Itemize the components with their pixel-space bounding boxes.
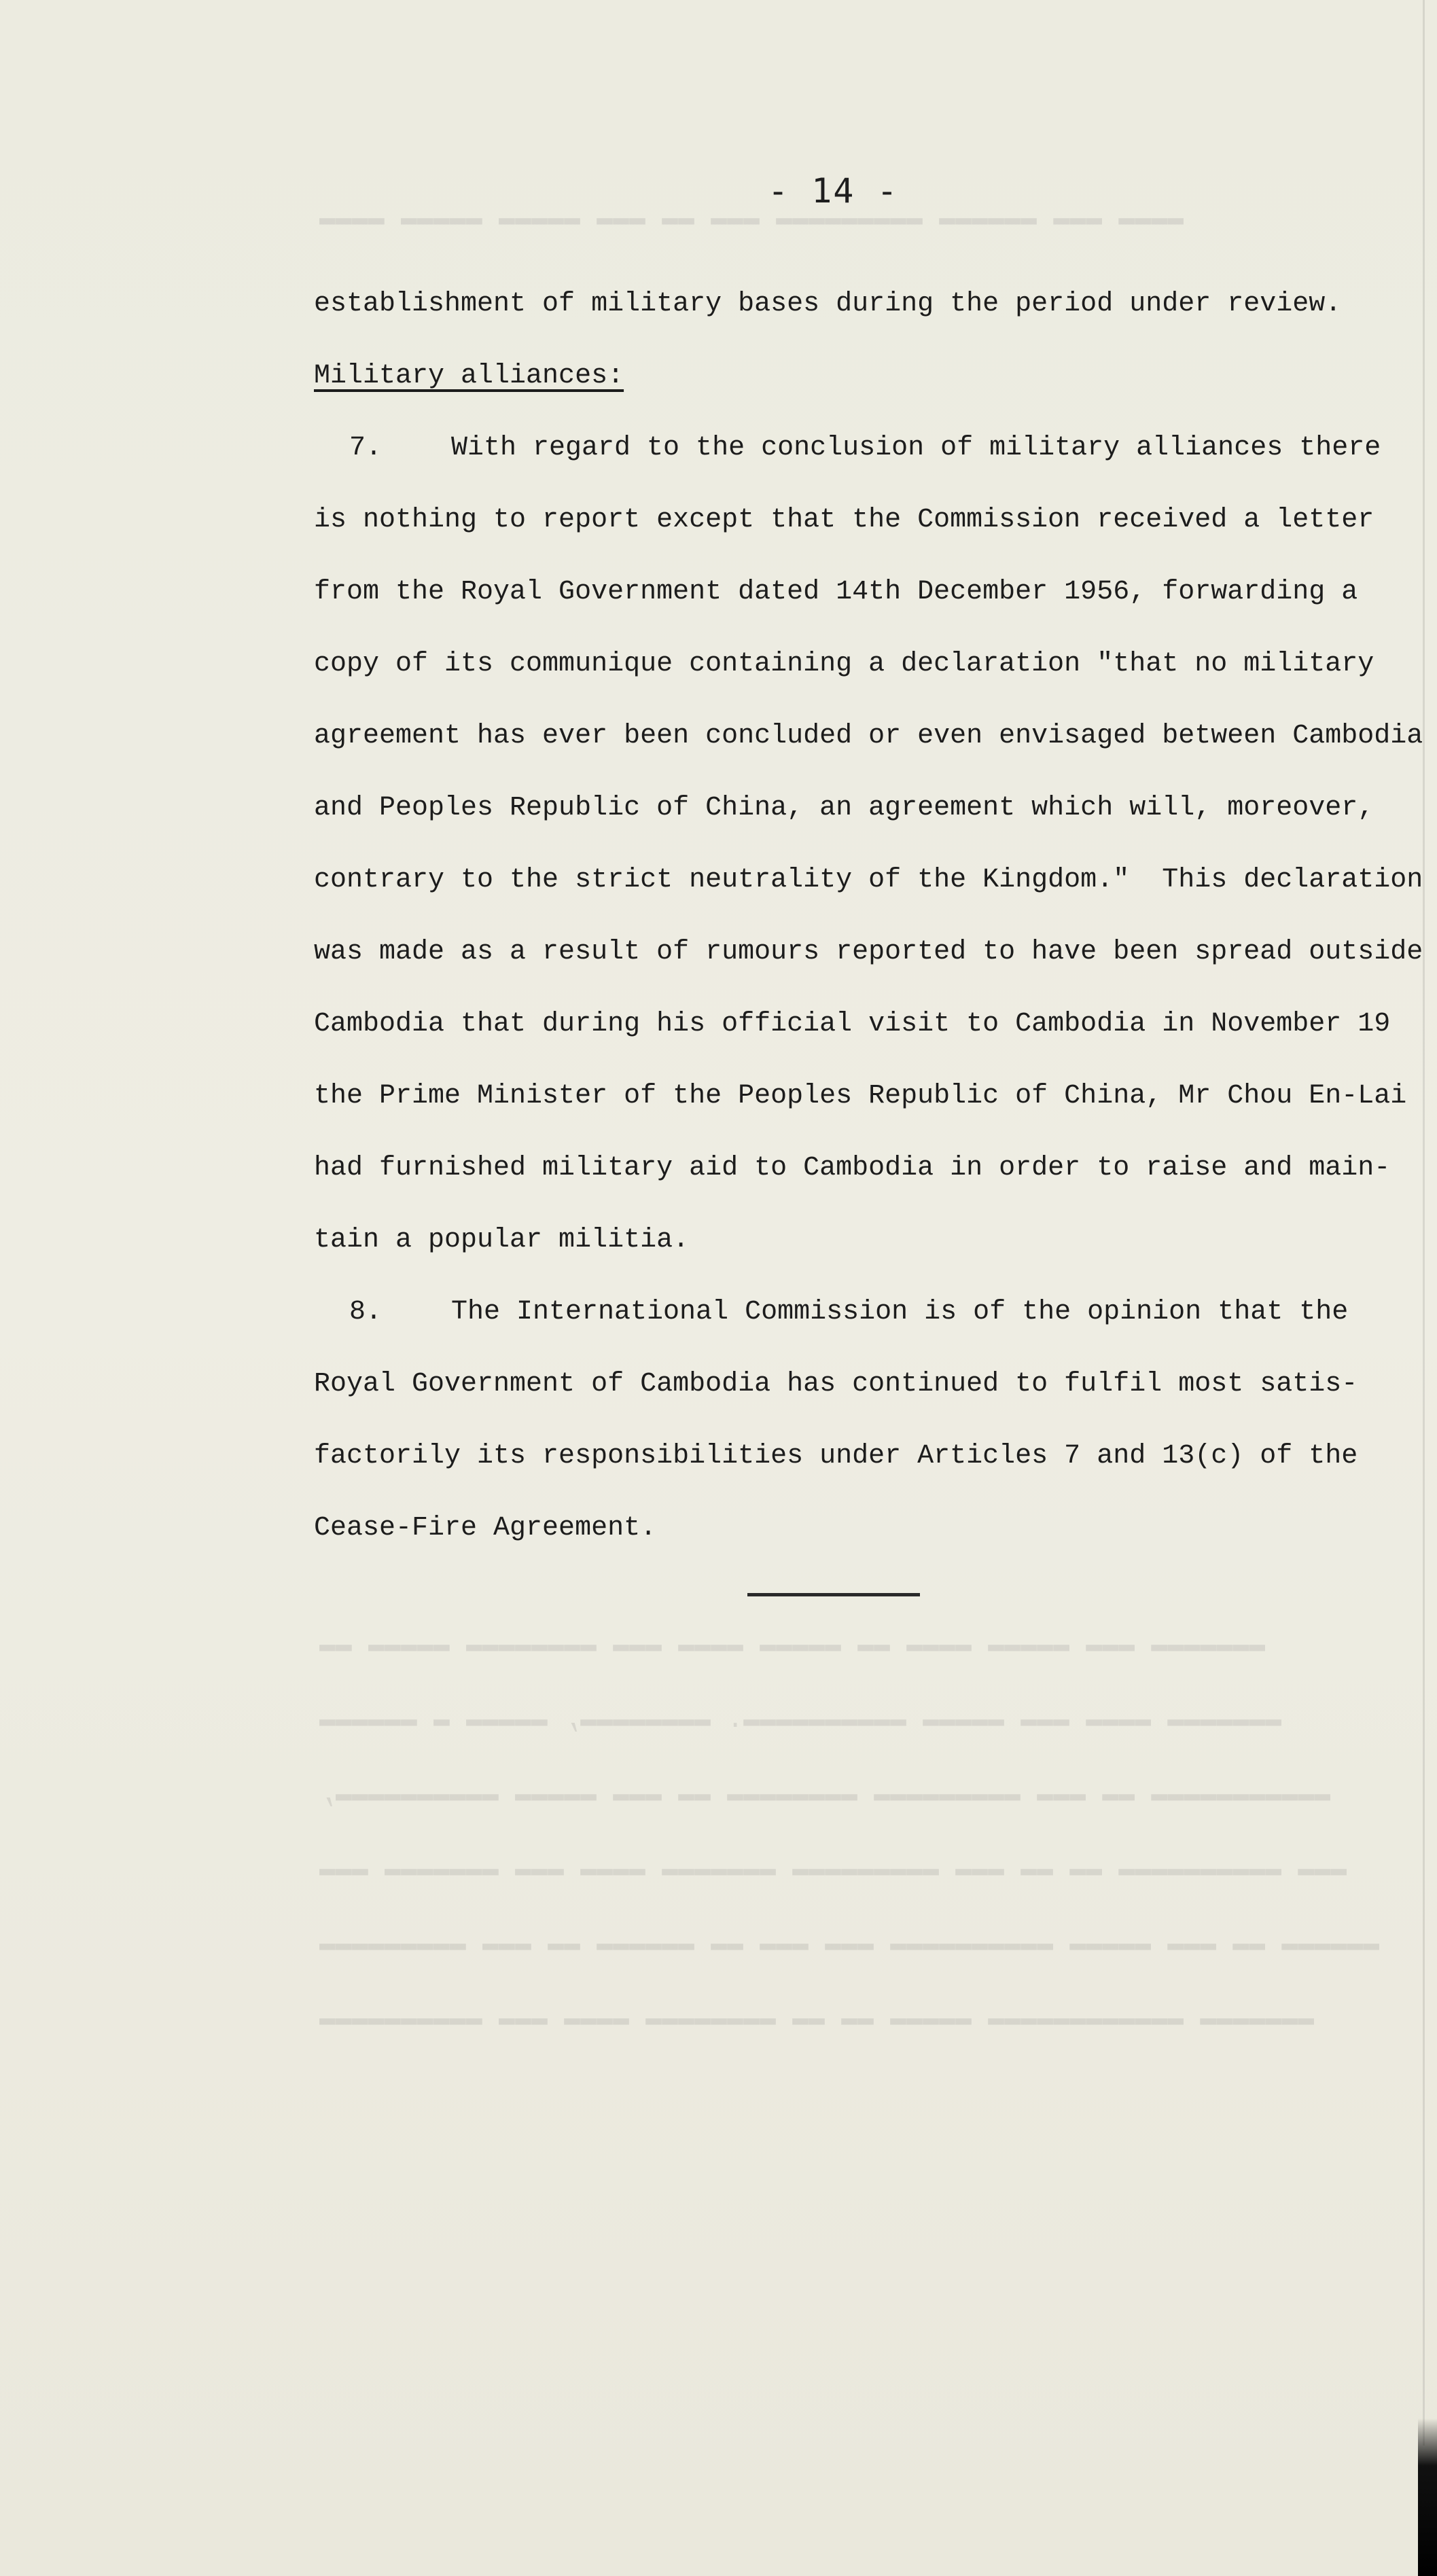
page-edge-shadow — [1423, 0, 1425, 2446]
paragraph-7-number: 7. — [349, 433, 383, 463]
bleed-through-decoration: ▬▬▬▬▬▬▬ ▬▬▬ ▬▬▬▬▬ ▬▬▬▬ ▬▬ ▬▬▬▬▬ ▬▬▬▬ ▬▬▬ ▬▬▬▬▬▬▬▬ ▬▬▬▬▬ ▬▬ — [319, 1630, 1266, 1661]
bleed-through-decoration: ▬▬▬ ▬▬▬▬▬▬▬▬▬▬ ▬▬ ▬▬ ▬▬▬ ▬▬▬▬▬▬▬▬▬ ▬▬▬▬▬▬▬ ▬▬▬▬ ▬▬▬ ▬▬▬▬▬▬▬ ▬▬▬ — [319, 1855, 1347, 1885]
page-corner-shadow — [1418, 2418, 1437, 2576]
page-number: - 14 - — [768, 171, 899, 211]
paragraph-7-line: and Peoples Republic of China, an agreement which will, moreover, — [314, 793, 1374, 823]
paragraph-7-line: agreement has ever been concluded or even envisaged between Cambodia — [314, 721, 1423, 751]
paragraph-7-line: tain a popular militia. — [314, 1225, 690, 1255]
bleed-through-decoration: ▬▬▬▬▬▬ ▬▬ ▬▬▬ ▬▬▬▬▬ ▬▬▬▬▬▬▬▬▬▬ ▬▬▬ ▬▬▬ ▬▬ ▬▬▬▬▬▬ ▬▬ ▬▬▬ ▬▬▬▬▬▬▬▬▬ — [319, 1929, 1380, 1960]
paragraph-8-line: Cease-Fire Agreement. — [314, 1513, 657, 1543]
paragraph-7-line: copy of its communique containing a declaration "that no military — [314, 649, 1374, 679]
paragraph-8-number: 8. — [349, 1297, 383, 1327]
continuation-line: establishment of military bases during the period under review. — [314, 289, 1342, 319]
bleed-through-decoration: ▬▬▬▬▬▬▬ ▬▬▬▬▬▬▬▬▬▬▬▬ ▬▬▬▬▬ ▬▬ ▬▬ ▬▬▬▬▬▬▬▬ ▬▬▬▬ ▬▬▬ ▬▬▬▬▬▬▬▬▬▬ — [319, 2004, 1315, 2035]
paragraph-8-line: factorily its responsibilities under Articles 7 and 13(c) of the — [314, 1441, 1358, 1471]
paragraph-7-line: from the Royal Government dated 14th December 1956, forwarding a — [314, 577, 1358, 607]
bleed-through-decoration: ▬▬▬▬▬▬▬ ▬▬▬▬ ▬▬▬ ▬▬▬▬▬ ▬▬▬▬▬▬▬▬▬▬. ▬▬▬▬▬▬▬▬, ▬▬▬▬▬ ▬ ▬▬▬▬▬▬ — [319, 1705, 1282, 1736]
document-body — [314, 268, 1423, 1564]
bleed-through-decoration: ▬▬▬▬ ▬▬▬ ▬▬▬▬▬▬ ▬▬▬▬▬▬▬▬▬ ▬▬▬ ▬▬ ▬▬▬ ▬▬▬▬▬ ▬▬▬▬▬ ▬▬▬▬ — [319, 204, 1184, 234]
paragraph-7-first-line — [314, 412, 1391, 484]
section-heading: Military alliances: — [314, 361, 624, 391]
paragraph-7-line: is nothing to report except that the Commission received a letter — [314, 505, 1374, 535]
paragraph-8-line: Royal Government of Cambodia has continued to fulfil most satis- — [314, 1369, 1358, 1399]
paragraph-7-line: had furnished military aid to Cambodia in order to raise and main- — [314, 1153, 1391, 1183]
paragraph-7-line: contrary to the strict neutrality of the Kingdom." This declaration — [314, 865, 1423, 895]
paragraph-7-line: the Prime Minister of the Peoples Republic of China, Mr Chou En-Lai — [314, 1081, 1407, 1111]
section-end-rule — [747, 1593, 920, 1596]
paragraph-7-line: With regard to the conclusion of military alliances there — [451, 433, 1381, 463]
bleed-through-decoration: ▬▬▬▬▬▬▬▬▬▬▬ ▬▬ ▬▬▬ ▬▬▬▬▬▬▬▬▬ ▬▬▬▬▬▬▬▬ ▬▬ ▬▬▬ ▬▬▬▬▬ ▬▬▬▬▬▬▬▬▬▬, — [319, 1780, 1331, 1810]
paragraph-8-line: The International Commission is of the opinion that the — [451, 1297, 1349, 1327]
paragraph-7-line: Cambodia that during his official visit to Cambodia in November 19 — [314, 1009, 1391, 1039]
paragraph-7-line: was made as a result of rumours reported to have been spread outside — [314, 937, 1423, 967]
paragraph-8-first-line — [314, 1276, 1391, 1348]
